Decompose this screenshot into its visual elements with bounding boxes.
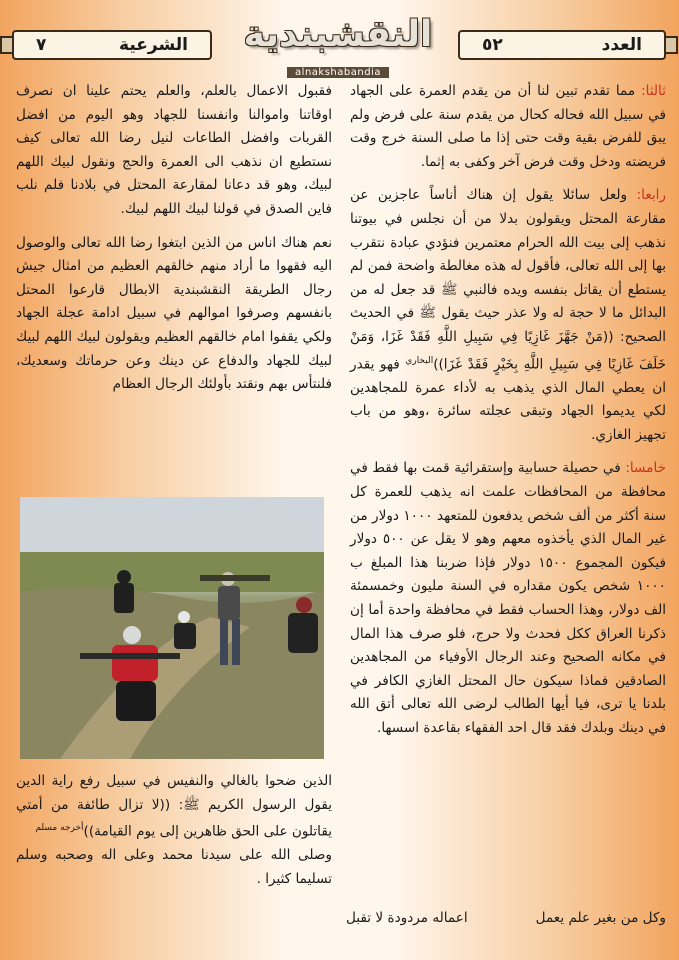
fighters-photo-drawing	[20, 497, 324, 759]
logo-arabic: النقشبندية	[243, 14, 433, 55]
caption-body: الذين ضحوا بالغالي والنفيس في سبيل رفع راية الدين يقول الرسول الكريم ﷺ: ((لا تزال طائفة من أمتي يقاتلون على الحق ظاهرين إلى يوم القيامة))	[16, 773, 332, 840]
issue-ribbon	[458, 30, 666, 60]
caption-text	[16, 770, 332, 844]
magazine-logo	[238, 10, 438, 80]
verse-hemistich-second: اعماله مردودة لا تقبل	[346, 910, 468, 926]
paragraph-text: ولعل سائلا يقول إن هناك أناساً عاجزين عن مقارعة المحتل ويقولون بدلا من أن نجلس في بيوتنا نذهب إلى بيت الله الحرام معتمرين فنؤدي عبادة نتقرب بها إلى الله تعالى، فأقول له هذه مغالطة واضحة فمن لم يستطع أن يقاتل بنفسه ويده فالنبي ﷺ قد جعل له من البدائل ما لا حجة له ولا عذر حيث يقول ﷺ في الحديث الصحيح: ((مَنْ جَهَّزَ غَازِيًا فِي سَبِيلِ اللَّهِ فَقَدْ غَزَا، وَمَنْ خَلَفَ غَازِيًا فِي سَبِيلِ اللَّهِ بِخَيْرٍ فَقَدْ غَزَا))	[350, 187, 666, 373]
closing-verse	[346, 910, 666, 926]
paragraph-text: في حصيلة حسابية وإستقرائية قمت بها فقط في محافظة من المحافظات علمت انه يذهب للعمرة كل سنة أكثر من ألف شخص يدفعون للمتعهد ١٠٠٠ دولار من غير المال الذي يأخذوه معهم وهو لا يقل عن ٥٠٠ دولار فيكون المجموع ١٥٠٠ دولار فإذا ضربنا هذا المبلغ ب ١٠٠٠ شخص يكون مقداره في السنة مليون وخمسمئة الف دولار، وهذا الحساب فقط في محافظة واحدة أما إن ذكرنا العراق ككل فحدث ولا حرج، فلو صرف هذا المال في مكانه الصحيح وعند الرجال الأوفياء من المجاهدين الصادقين فماذا سيكون حال المحتل الغازي الكافر في بلدنا يا ترى، فيا أيها الطالب لرضى الله تعالى أتق الله في دينك وبلدك فقد قال احد الفقهاء بقاعدة اسسها.	[350, 460, 666, 736]
photo-caption	[16, 770, 332, 892]
closing-prayer: وصلى الله على سيدنا محمد وعلى اله وصحبه وسلم تسليما كثيرا .	[16, 847, 332, 887]
page-number: ٧	[36, 35, 47, 55]
paragraph-label: رابعا:	[636, 187, 666, 204]
hadith-reference: البخاري	[405, 355, 434, 366]
paragraph-text: مما تقدم تبين لنا أن من يقدم العمرة على الجهاد في سبيل الله فحاله كحال من يقدم سنة على فرض ولم يبق للفرض بقية وقت حتى إذا ما صلى السنة خرج وقت فريضته ودخل وقت فرض آخر وكفى به إثما.	[350, 83, 666, 170]
paragraph-third	[350, 80, 666, 174]
left-column	[16, 80, 332, 407]
right-column	[350, 80, 666, 751]
ribbon-tail	[0, 36, 14, 54]
section-ribbon	[12, 30, 212, 60]
fighters-photo	[20, 497, 324, 759]
section-label: الشرعية	[119, 35, 188, 55]
verse-hemistich-first: وكل من بغير علم يعمل	[535, 910, 666, 926]
issue-label: العدد	[601, 35, 642, 55]
paragraph-label: ثالثا:	[641, 83, 666, 99]
ribbon-tail	[664, 36, 678, 54]
paragraph: فقبول الاعمال بالعلم، والعلم يحتم علينا ان نصرف اوقاتنا واموالنا وانفسنا للجهاد وهو اليوم من افضل القربات وافضل الطاعات لنيل رضا الله تعالى كيف نستطيع ان نذهب الى العمرة والحج ونقول لبيك اللهم لبيك، وهو قد دعانا لمقارعة المحتل في بلادنا فلم نلب فاين الصدق في قولنا لبيك اللهم لبيك.	[16, 83, 332, 217]
paragraph-label: خامسا:	[625, 460, 666, 477]
issue-number: ٥٢	[482, 35, 503, 55]
logo-latin: alnakshabandia	[287, 67, 389, 78]
paragraph-fourth	[350, 184, 666, 447]
caption-reference: أخرجه مسلم	[35, 823, 84, 834]
page-header	[0, 0, 679, 80]
paragraph: نعم هناك اناس من الذين ابتغوا رضا الله تعالى والوصول اليه فقهوا ما أراد منهم خالقهم العظيم من امثال جيش رجال الطريقة النقشبندية الابطال قارعوا المحتل بانفسهم وصرفوا اموالهم في سبيل ادامة عجلة الجهاد ولكي يقفوا امام خالقهم العظيم ويقولون لبيك اللهم لبيك لبيك للجهاد والدفاع عن دينك وعن حرماتك وسعديك، فلنتأس بهم ونقتد بأولئك الرجال العظام	[16, 234, 332, 393]
paragraph-fifth	[350, 457, 666, 740]
paragraph-text: فهو يقدر ان يعطي المال الذي يذهب به لأداء عمرة للمجاهدين لكي يديموا الجهاد وتبقى عجلته سائرة ،وهو من باب تجهيز الغازي.	[350, 356, 666, 443]
